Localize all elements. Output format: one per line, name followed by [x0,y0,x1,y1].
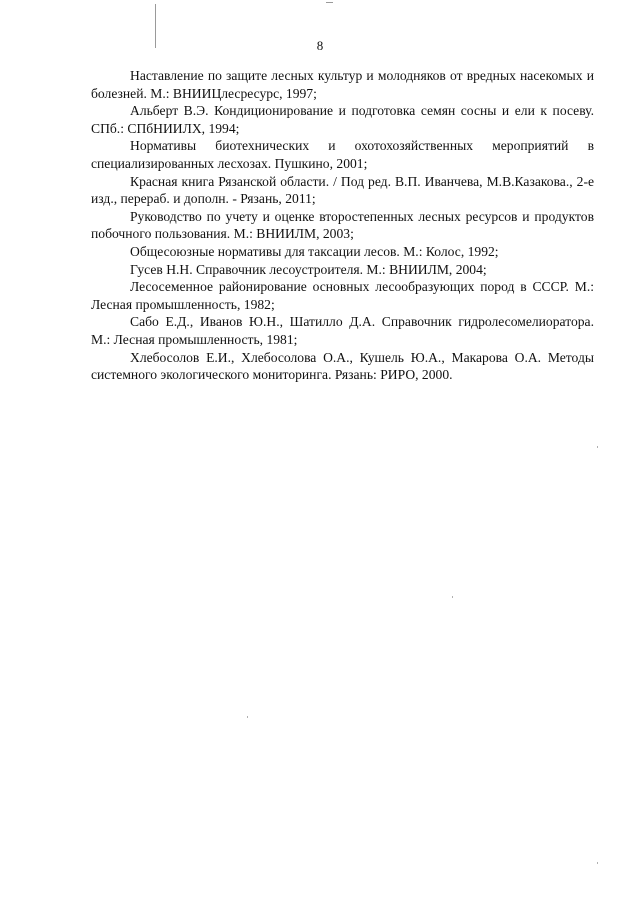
reference-item: Сабо Е.Д., Иванов Ю.Н., Шатилло Д.А. Справочник гидролесомелиоратора. М.: Лесная промышленность, 1981; [91,314,594,347]
reference-item: Гусев Н.Н. Справочник лесоустроителя. М.: ВНИИЛМ, 2004; [130,261,487,277]
reference-item: Наставление по защите лесных культур и молодняков от вредных насекомых и болезней. М.: ВНИИЦлесресурс, 1997; [91,68,594,101]
reference-item: Красная книга Рязанской области. / Под ред. В.П. Иванчева, М.В.Казакова., 2-е изд., перераб. и дополн. - Рязань, 2011; [91,173,594,207]
reference-item: Хлебосолов Е.И., Хлебосолова О.А., Кушель Ю.А., Макарова О.А. Методы системного экологического мониторинга. Рязань: РИРО, 2000. [91,349,594,383]
reference-item: Общесоюзные нормативы для таксации лесов. М.: Колос, 1992; [130,243,499,259]
scan-artifact-dot [247,716,248,718]
page-number: 8 [316,38,324,53]
reference-item: Нормативы биотехнических и охотохозяйственных мероприятий в специализированных лесхозах. Пушкино, 2001; [91,138,594,171]
reference-item: Руководство по учету и оценке второстепенных лесных ресурсов и продуктов побочного пользования. М.: ВНИИЛМ, 2003; [91,208,594,242]
scan-artifact-dot [597,862,598,864]
scan-artifact-dot [452,596,453,598]
reference-item: Лесосеменное районирование основных лесообразующих пород в СССР. М.: Лесная промышленность, 1982; [91,279,594,312]
scan-artifact-dot [597,446,598,448]
reference-item: Альберт В.Э. Кондиционирование и подготовка семян сосны и ели к посеву. СПб.: СПбНИИЛХ, 1994; [91,103,594,136]
reference-list [91,67,594,384]
scan-artifact-mark [326,2,333,3]
